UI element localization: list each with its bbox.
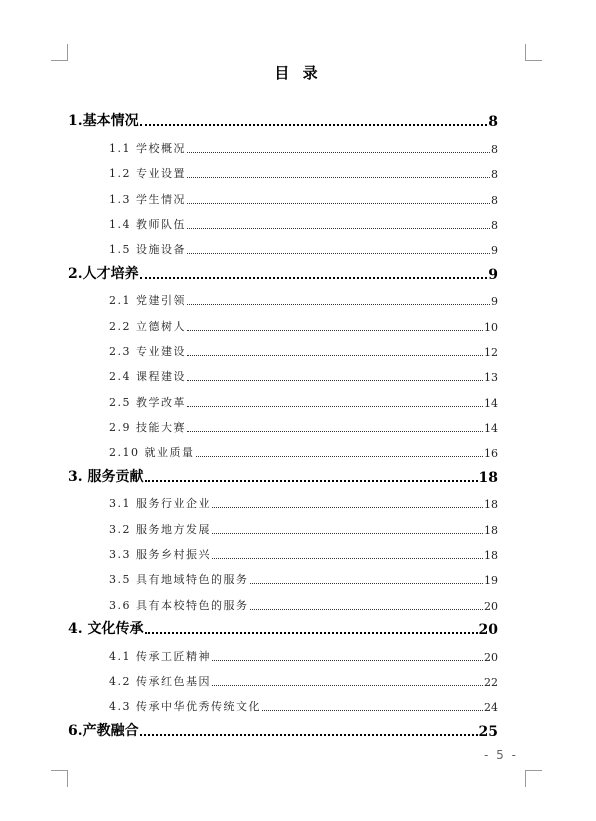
toc-entry-title: 1.2 专业设置 <box>109 167 186 181</box>
toc-entry-page: 10 <box>484 320 498 334</box>
crop-mark-top-left <box>51 44 68 61</box>
toc-entry-page: 20 <box>484 650 498 664</box>
toc-entry-title: 3. 服务贡献 <box>68 468 144 485</box>
toc-subsection-entry[interactable] <box>68 387 498 412</box>
toc-subsection-entry[interactable] <box>68 413 498 438</box>
toc-entry-page: 12 <box>484 345 498 359</box>
toc-entry-page: 8 <box>491 142 498 156</box>
dot-leader <box>212 558 483 559</box>
toc-section-entry[interactable] <box>68 616 498 641</box>
page-number: - 5 - <box>484 748 518 762</box>
toc-entry-page: 8 <box>491 193 498 207</box>
toc-entry-title: 2.5 教学改革 <box>109 395 186 409</box>
toc-entry-page: 20 <box>484 599 498 613</box>
toc-subsection-entry[interactable] <box>68 235 498 260</box>
toc-entry-title: 4.2 传承红色基因 <box>109 674 211 688</box>
crop-mark-bottom-left <box>51 770 68 787</box>
dot-leader <box>212 660 483 661</box>
toc-entry-page: 24 <box>484 701 498 715</box>
dot-leader <box>187 355 483 356</box>
toc-entry-page: 8 <box>488 114 498 131</box>
toc-subsection-entry[interactable] <box>68 514 498 539</box>
toc-entry-title: 3.5 具有地域特色的服务 <box>109 573 249 587</box>
toc-entry-page: 18 <box>478 469 498 486</box>
dot-leader <box>196 456 484 457</box>
toc-entry-title: 2.10 就业质量 <box>109 446 195 460</box>
toc-entry-title: 4.3 传承中华优秀传统文化 <box>109 700 261 714</box>
toc-entry-title: 2.9 技能大赛 <box>109 421 186 435</box>
dot-leader <box>145 632 478 634</box>
crop-mark-bottom-right <box>525 770 542 787</box>
toc-title: 目 录 <box>274 64 322 82</box>
toc-entry-title: 3.1 服务行业企业 <box>109 497 211 511</box>
toc-subsection-entry[interactable] <box>68 337 498 362</box>
dot-leader <box>250 609 484 610</box>
toc-entry-page: 8 <box>491 168 498 182</box>
dot-leader <box>187 431 483 432</box>
toc-entry-title: 2.人才培养 <box>68 265 139 282</box>
dot-leader <box>187 228 490 229</box>
toc-entry-page: 18 <box>484 498 498 512</box>
toc-entry-page: 8 <box>491 218 498 232</box>
toc-entry-page: 25 <box>478 723 498 740</box>
toc-subsection-entry[interactable] <box>68 667 498 692</box>
dot-leader <box>187 177 490 178</box>
toc-entry-page: 9 <box>488 266 498 283</box>
toc-subsection-entry[interactable] <box>68 489 498 514</box>
toc-subsection-entry[interactable] <box>68 133 498 158</box>
toc-entry-page: 9 <box>491 295 498 309</box>
toc-entry-page: 20 <box>478 622 498 639</box>
dot-leader <box>140 124 488 126</box>
toc-subsection-entry[interactable] <box>68 641 498 666</box>
toc-entry-title: 2.2 立德树人 <box>109 319 186 333</box>
dot-leader <box>145 480 478 482</box>
dot-leader <box>140 277 488 279</box>
toc-entry-page: 18 <box>484 523 498 537</box>
toc-entry-title: 1.5 设施设备 <box>109 243 186 257</box>
toc-entry-title: 2.1 党建引领 <box>109 294 186 308</box>
toc-entry-title: 1.4 教师队伍 <box>109 217 186 231</box>
dot-leader <box>250 583 484 584</box>
toc-subsection-entry[interactable] <box>68 692 498 717</box>
toc-entry-page: 13 <box>484 371 498 385</box>
toc-subsection-entry[interactable] <box>68 565 498 590</box>
dot-leader <box>262 710 483 711</box>
toc-entry-page: 22 <box>484 675 498 689</box>
toc-subsection-entry[interactable] <box>68 540 498 565</box>
toc-subsection-entry[interactable] <box>68 159 498 184</box>
toc-entry-title: 1.基本情况 <box>68 113 139 130</box>
toc-entry-title: 2.3 专业建设 <box>109 344 186 358</box>
toc-entry-title: 1.3 学生情况 <box>109 192 186 206</box>
dot-leader <box>212 533 483 534</box>
toc-section-entry[interactable] <box>68 260 498 285</box>
toc-subsection-entry[interactable] <box>68 590 498 615</box>
dot-leader <box>187 406 483 407</box>
toc-entry-page: 14 <box>484 422 498 436</box>
toc-entry-title: 2.4 课程建设 <box>109 370 186 384</box>
dot-leader <box>212 685 483 686</box>
toc-entry-title: 3.3 服务乡村振兴 <box>109 548 211 562</box>
crop-mark-top-right <box>525 44 542 61</box>
toc-subsection-entry[interactable] <box>68 438 498 463</box>
dot-leader <box>187 253 490 254</box>
toc-entry-title: 6.产教融合 <box>68 722 139 739</box>
toc-section-entry[interactable] <box>68 717 498 742</box>
dot-leader <box>187 380 483 381</box>
toc-entry-page: 9 <box>491 244 498 258</box>
toc-subsection-entry[interactable] <box>68 184 498 209</box>
toc-entry-title: 1.1 学校概况 <box>109 141 186 155</box>
toc-entry-page: 19 <box>484 574 498 588</box>
toc-section-entry[interactable] <box>68 108 498 133</box>
toc-entry-title: 4.1 传承工匠精神 <box>109 649 211 663</box>
toc-subsection-entry[interactable] <box>68 210 498 235</box>
table-of-contents <box>68 108 498 743</box>
dot-leader <box>187 304 490 305</box>
toc-entry-page: 16 <box>484 447 498 461</box>
toc-entry-title: 3.2 服务地方发展 <box>109 522 211 536</box>
toc-subsection-entry[interactable] <box>68 311 498 336</box>
dot-leader <box>187 330 483 331</box>
toc-entry-title: 3.6 具有本校特色的服务 <box>109 598 249 612</box>
dot-leader <box>187 152 490 153</box>
dot-leader <box>140 734 478 736</box>
toc-subsection-entry[interactable] <box>68 286 498 311</box>
toc-entry-title: 4. 文化传承 <box>68 621 144 638</box>
toc-section-entry[interactable] <box>68 463 498 488</box>
toc-entry-page: 18 <box>484 549 498 563</box>
toc-subsection-entry[interactable] <box>68 362 498 387</box>
dot-leader <box>187 203 490 204</box>
dot-leader <box>212 507 483 508</box>
toc-entry-page: 14 <box>484 396 498 410</box>
